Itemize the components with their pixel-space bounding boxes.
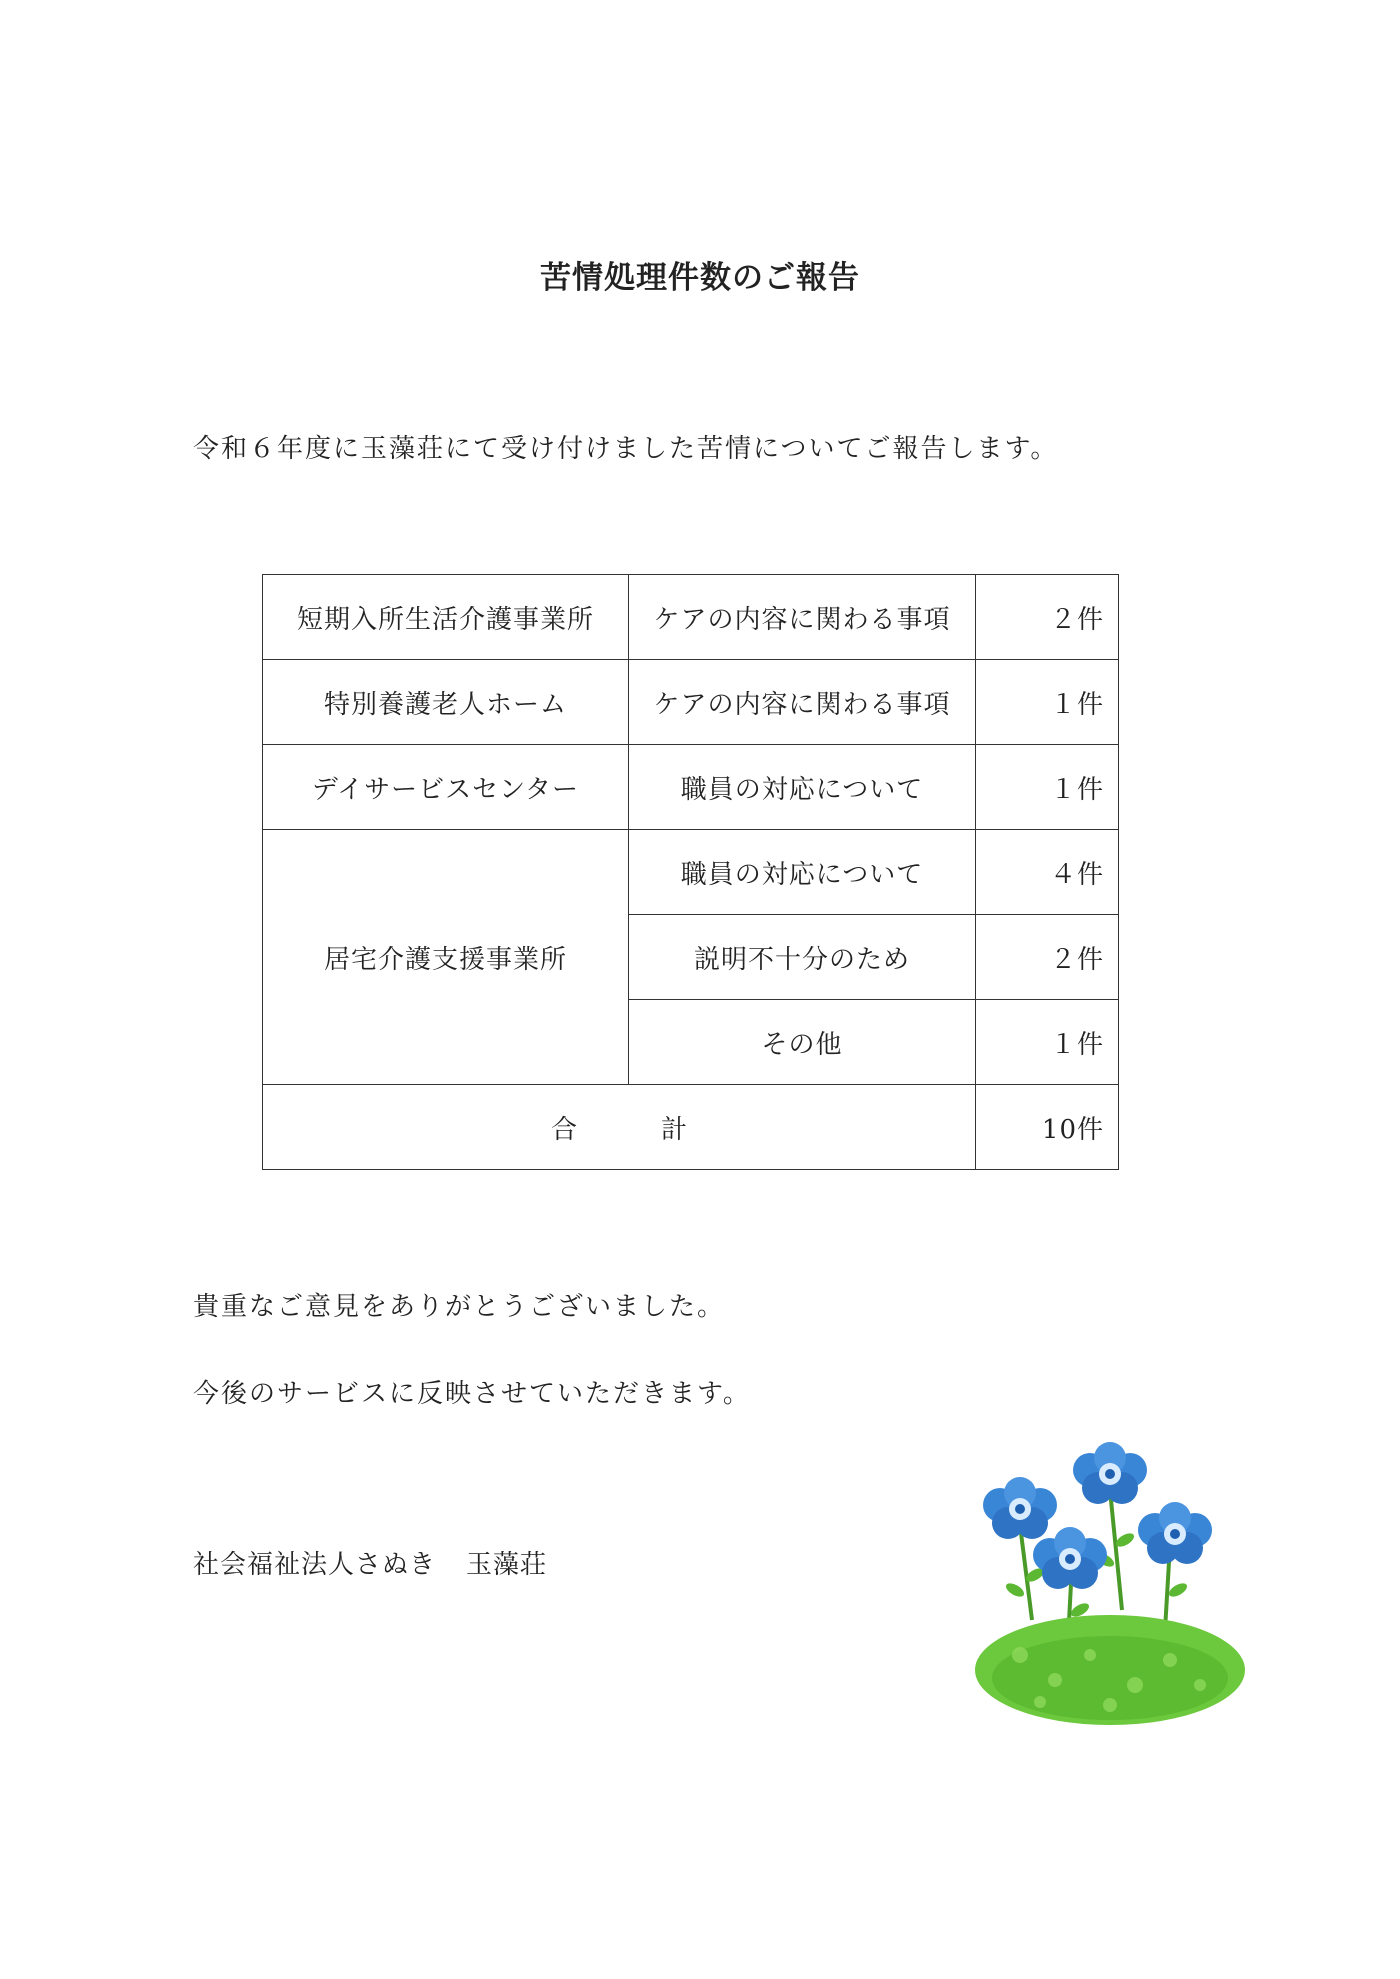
item-cell: ケアの内容に関わる事項 <box>629 575 976 660</box>
count-cell: ２件 <box>976 915 1119 1000</box>
facility-cell: デイサービスセンター <box>263 745 629 830</box>
total-count-cell: 10件 <box>976 1085 1119 1170</box>
item-cell: 職員の対応について <box>629 830 976 915</box>
table-row <box>263 575 1119 660</box>
count-cell: ４件 <box>976 830 1119 915</box>
blue-flower-icon <box>1073 1442 1147 1504</box>
grass-mound-icon <box>975 1615 1245 1725</box>
facility-cell: 短期入所生活介護事業所 <box>263 575 629 660</box>
complaint-table <box>262 574 1119 1170</box>
intro-text: 令和６年度に玉藻荘にて受け付けました苦情についてご報告します。 <box>193 434 1059 464</box>
total-row <box>263 1085 1119 1170</box>
table-row <box>263 830 1119 915</box>
facility-cell: 特別養護老人ホーム <box>263 660 629 745</box>
facility-cell: 居宅介護支援事業所 <box>263 830 629 1085</box>
blue-flower-icon <box>1138 1502 1212 1564</box>
item-cell: ケアの内容に関わる事項 <box>629 660 976 745</box>
total-label-1: 合 <box>550 1114 577 1145</box>
page-title: 苦情処理件数のご報告 <box>540 260 860 296</box>
blue-flower-icon <box>1033 1527 1107 1589</box>
count-cell: １件 <box>976 1000 1119 1085</box>
count-cell: ２件 <box>976 575 1119 660</box>
total-label-2: 計 <box>661 1114 688 1145</box>
signature-org: 社会福祉法人さぬき <box>193 1550 437 1580</box>
closing-thanks: 貴重なご意見をありがとうございました。 <box>193 1292 726 1322</box>
signature-name: 玉藻荘 <box>466 1550 548 1580</box>
count-cell: １件 <box>976 745 1119 830</box>
signature <box>193 1544 547 1581</box>
item-cell: その他 <box>629 1000 976 1085</box>
table-row <box>263 745 1119 830</box>
blue-flowers-on-grass-illustration <box>960 1430 1250 1730</box>
item-cell: 説明不十分のため <box>629 915 976 1000</box>
item-cell: 職員の対応について <box>629 745 976 830</box>
closing-reflect: 今後のサービスに反映させていただきます。 <box>193 1379 751 1409</box>
table-row <box>263 660 1119 745</box>
blue-flower-icon <box>983 1477 1057 1539</box>
count-cell: １件 <box>976 660 1119 745</box>
total-label-cell <box>263 1085 976 1170</box>
